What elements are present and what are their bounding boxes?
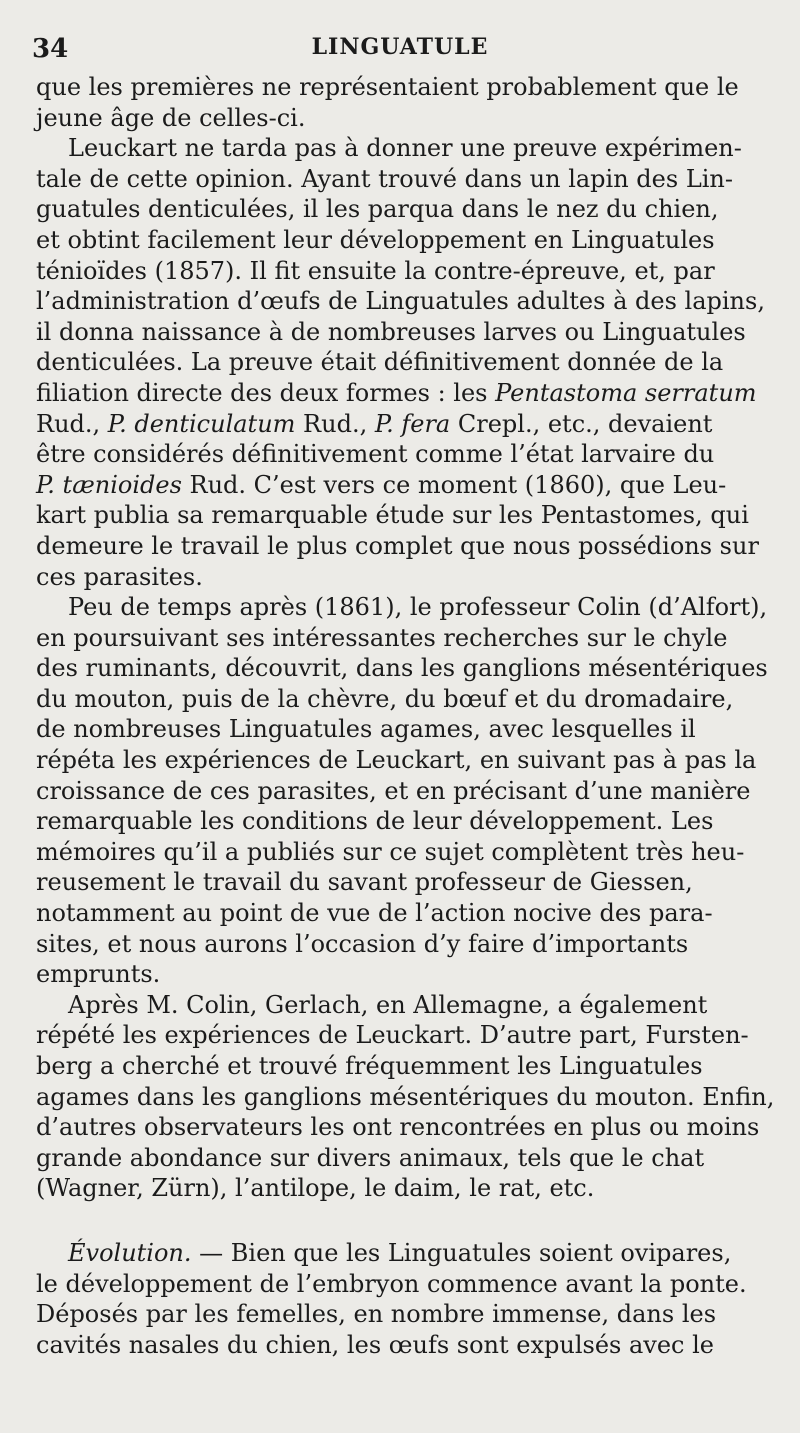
italic-term: Pentastoma serratum (495, 378, 757, 407)
text-span: berg a cherché et trouvé fréquemment les Linguatules (36, 1052, 703, 1080)
text-line (36, 1112, 776, 1143)
text-span: croissance de ces parasites, et en précisant d’une manière (36, 776, 751, 805)
text-span: Rud. C’est vers ce moment (1860), que Leu- (181, 470, 727, 499)
text-span: Leuckart ne tarda pas à donner une preuve expérimen- (68, 134, 742, 163)
text-span: Rud., (295, 409, 375, 438)
text-span: tale de cette opinion. Ayant trouvé dans un lapin des Lin- (36, 164, 733, 193)
text-line (36, 1330, 776, 1361)
text-span: remarquable les conditions de leur développement. Les (36, 807, 714, 836)
text-span: ces parasites. (36, 562, 203, 591)
text-span: guatules denticulées, il les parqua dans le nez du chien, (36, 195, 719, 224)
text-span: — Bien que les Linguatules soient ovipares, (191, 1238, 732, 1267)
text-span: l’administration d’œufs de Linguatules adultes à des lapins, (36, 287, 765, 316)
italic-term: P. tænioides (36, 470, 182, 499)
text-span: Crepl., etc., devaient (450, 409, 713, 438)
text-line (36, 470, 776, 501)
text-span: agames dans les ganglions mésentériques du mouton. Enfin, (36, 1082, 775, 1111)
text-line (36, 1269, 776, 1300)
text-line (36, 500, 776, 531)
text-span: le développement de l’embryon commence avant la ponte. (36, 1269, 747, 1298)
text-line (36, 194, 776, 225)
text-line (36, 1051, 776, 1082)
text-span: être considérés définitivement comme l’état larvaire du (36, 440, 715, 469)
text-span: emprunts. (36, 960, 161, 989)
paragraph-start-line (36, 133, 776, 164)
text-span: des ruminants, découvrit, dans les ganglions mésentériques (36, 654, 768, 683)
text-line (36, 256, 776, 287)
text-span: notamment au point de vue de l’action nocive des para- (36, 899, 713, 928)
text-span: Après M. Colin, Gerlach, en Allemagne, a également (68, 990, 708, 1019)
text-span: sites, et nous aurons l’occasion d’y faire d’importants (36, 929, 689, 958)
text-span: répété les expériences de Leuckart. D’autre part, Fursten- (36, 1021, 749, 1050)
text-line (36, 1173, 776, 1204)
paragraph-gap (36, 1204, 776, 1238)
text-span: que les premières ne représentaient probablement que le (36, 73, 739, 101)
text-span: denticulées. La preuve était définitivement donnée de la (36, 348, 724, 377)
text-span: jeune âge de celles-ci. (36, 103, 306, 132)
text-span: en poursuivant ses intéressantes recherches sur le chyle (36, 623, 728, 652)
text-line (36, 684, 776, 715)
text-line (36, 1082, 776, 1113)
text-line (36, 562, 776, 593)
text-line (36, 103, 776, 134)
text-line (36, 347, 776, 378)
text-line (36, 1299, 776, 1330)
text-line (36, 898, 776, 929)
text-span: reusement le travail du savant professeur de Giessen, (36, 868, 693, 897)
text-span: de nombreuses Linguatules agames, avec lesquelles il (36, 715, 696, 744)
paragraph-start-line (36, 592, 776, 623)
text-line (36, 72, 776, 103)
text-line (36, 929, 776, 960)
text-line (36, 1020, 776, 1051)
text-line (36, 837, 776, 868)
section-start-line (36, 1238, 776, 1269)
text-span: ténioïdes (1857). Il fit ensuite la contre-épreuve, et, par (36, 256, 715, 285)
text-line (36, 745, 776, 776)
text-span: grande abondance sur divers animaux, tels que le chat (36, 1143, 705, 1172)
text-line (36, 409, 776, 440)
text-span: il donna naissance à de nombreuses larves ou Linguatules (36, 317, 746, 346)
text-span: répéta les expériences de Leuckart, en suivant pas à pas la (36, 746, 757, 775)
text-line (36, 714, 776, 745)
paragraph-start-line (36, 990, 776, 1021)
text-line (36, 623, 776, 654)
text-line (36, 317, 776, 348)
text-span: Peu de temps après (1861), le professeur Colin (d’Alfort), (68, 593, 768, 622)
text-span: cavités nasales du chien, les œufs sont expulsés avec le (36, 1330, 714, 1359)
text-span: demeure le travail le plus complet que nous possédions sur (36, 531, 759, 560)
italic-term: P. denticulatum (107, 409, 296, 438)
text-span: mémoires qu’il a publiés sur ce sujet complètent très heu- (36, 837, 745, 866)
text-line (36, 378, 776, 409)
text-span: filiation directe des deux formes : les (36, 378, 496, 407)
text-line (36, 531, 776, 562)
text-line (36, 867, 776, 898)
text-line (36, 653, 776, 684)
text-span: Déposés par les femelles, en nombre immense, dans les (36, 1300, 717, 1329)
italic-term: P. fera (374, 409, 451, 438)
text-span: et obtint facilement leur développement en Linguatules (36, 225, 715, 254)
running-title: LINGUATULE (311, 34, 489, 60)
text-line (36, 286, 776, 317)
text-line (36, 959, 776, 990)
text-line (36, 1143, 776, 1174)
text-span: (Wagner, Zürn), l’antilope, le daim, le rat, etc. (36, 1174, 595, 1203)
body-text (36, 72, 776, 1360)
text-line (36, 439, 776, 470)
text-line (36, 225, 776, 256)
section-heading: Évolution. (68, 1238, 192, 1267)
text-span: kart publia sa remarquable étude sur les Pentastomes, qui (36, 501, 749, 530)
text-span: Rud., (36, 409, 108, 438)
page-number: 34 (32, 34, 69, 64)
text-line (36, 806, 776, 837)
text-span: d’autres observateurs les ont rencontrées en plus ou moins (36, 1113, 760, 1142)
text-line (36, 776, 776, 807)
text-line (36, 164, 776, 195)
text-span: du mouton, puis de la chèvre, du bœuf et du dromadaire, (36, 684, 734, 713)
